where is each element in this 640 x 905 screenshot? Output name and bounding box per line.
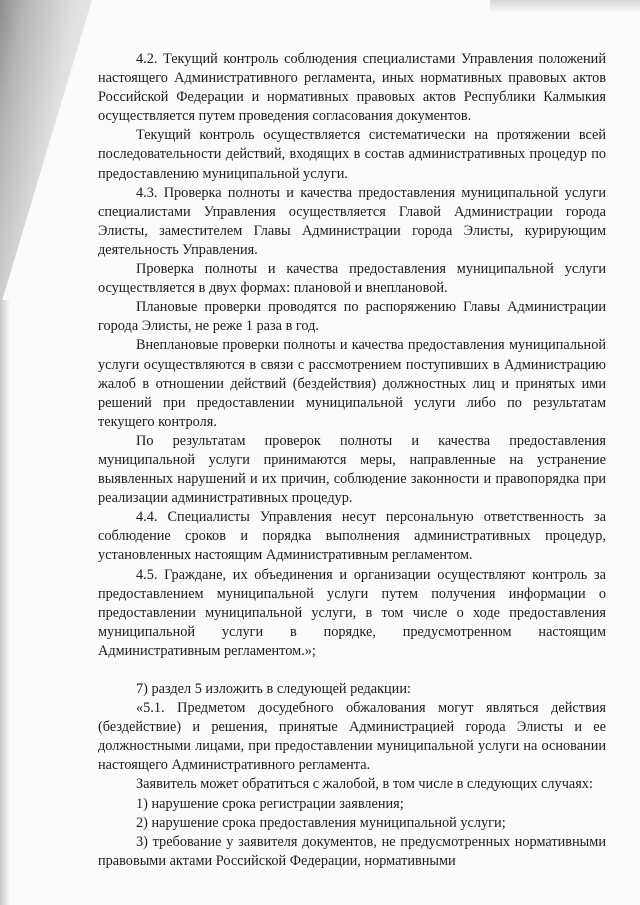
paragraph-4-5: 4.5. Граждане, их объединения и организации осуществляют контроль за предоставлением муниципальной услуги путем получения информации о предоставлении муниципальной услуги, в том числе о ходе предоставления муниципальной услуги в порядке, предусмотренном настоящим Административным регламентом.»; (98, 566, 606, 659)
paragraph-4-2: 4.2. Текущий контроль соблюдения специалистами Управления положений настоящего Административного регламента, иных нормативных правовых актов Российской Федерации и нормативных правовых актов Республики Калмыкия осуществляется путем проведения согласования документов. (98, 51, 606, 125)
list-item-2: 2) нарушение срока предоставления муниципальной услуги; (136, 814, 506, 831)
list-item-3: 3) требование у заявителя документов, не предусмотренных нормативными правовыми актами Российской Федерации, нормативными (98, 833, 606, 869)
list-item-1: 1) нарушение срока регистрации заявления; (136, 795, 404, 812)
scan-shadow-left-lower (0, 300, 10, 905)
paragraph-current-control: Текущий контроль осуществляется систематически на протяжении всей последовательности действий, входящих в состав административных процедур по предоставлению муниципальной услуги. (98, 127, 606, 182)
paragraph-complaint-cases: Заявитель может обратиться с жалобой, в том числе в следующих случаях: (136, 776, 593, 793)
paragraph-5-1: «5.1. Предметом досудебного обжалования могут являться действия (бездействие) и решения, принятые Администрацией города Элисты и ее должностными лицами, при предоставлении муниципальной услуги на основании настоящего Административного регламента. (98, 700, 606, 774)
scan-shadow-left (0, 0, 92, 905)
document-body (98, 50, 606, 871)
scan-shadow-top (490, 0, 640, 12)
paragraph-check-forms: Проверка полноты и качества предоставления муниципальной услуги осуществляется в двух формах: плановой и внеплановой. (98, 261, 606, 297)
paragraph-check-results: По результатам проверок полноты и качества предоставления муниципальной услуги принимаются меры, направленные на устранение выявленных нарушений и их причин, соблюдение законности и правопорядка при реализации административных процедур. (98, 432, 606, 507)
paragraph-planned-checks: Плановые проверки проводятся по распоряжению Главы Администрации города Элисты, не реже 1 раза в год. (98, 299, 606, 335)
paragraph-4-3: 4.3. Проверка полноты и качества предоставления муниципальной услуги специалистами Управления осуществляется Главой Администрации города Элисты, заместителем Главы Администрации города Элисты, курирующим деятельность Управления. (98, 184, 606, 258)
paragraph-unplanned-checks: Внеплановые проверки полноты и качества предоставления муниципальной услуги осуществляются в связи с рассмотрением поступивших в Администрацию жалоб в отношении действий (бездействия) должностных лиц и принятых ими решений при предоставлении муниципальной услуги либо по результатам текущего контроля. (98, 337, 606, 430)
paragraph-section-5-intro: 7) раздел 5 изложить в следующей редакции: (136, 681, 411, 697)
paragraph-4-4: 4.4. Специалисты Управления несут персональную ответственность за соблюдение сроков и порядка выполнения административных процедур, установленных настоящим Административным регламентом. (98, 509, 606, 564)
